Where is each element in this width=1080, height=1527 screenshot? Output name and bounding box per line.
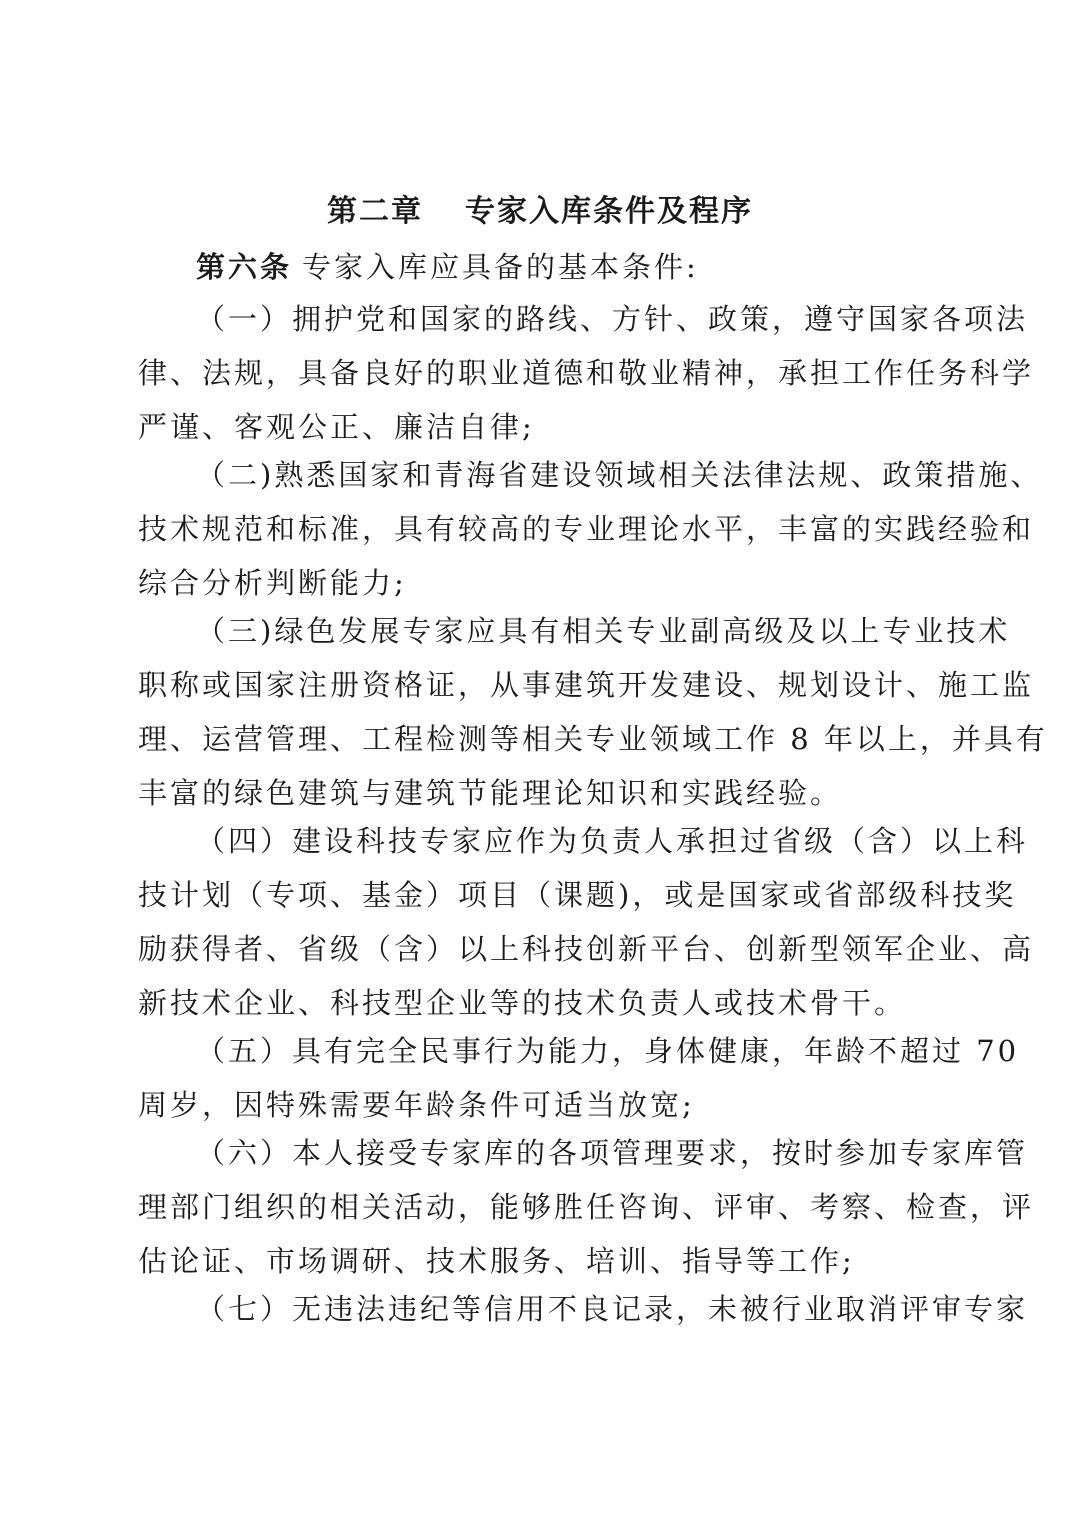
clause-line: 律、法规，具备良好的职业道德和敬业精神，承担工作任务科学 [138, 356, 1035, 390]
clause-line: 职称或国家注册资格证，从事建筑开发建设、规划设计、施工监 [138, 668, 1035, 702]
clause-line: 理、运营管理、工程检测等相关专业领域工作 8 年以上，并具有 [138, 722, 1048, 756]
clause-line: （三)绿色发展专家应具有相关专业副高级及以上专业技术 [196, 614, 1011, 648]
clause-line: 新技术企业、科技型企业等的技术负责人或技术骨干。 [138, 986, 907, 1020]
clause-line: 技术规范和标准，具有较高的专业理论水平，丰富的实践经验和 [138, 512, 1035, 546]
clause-line: （二)熟悉国家和青海省建设领域相关法律法规、政策措施、 [196, 458, 1043, 492]
chapter-number: 第二章 [327, 194, 423, 229]
clause-line: 理部门组织的相关活动，能够胜任咨询、评审、考察、检查，评 [138, 1190, 1035, 1224]
chapter-name: 专家入库条件及程序 [465, 194, 753, 229]
clause-item [138, 1282, 1029, 1336]
clause-item [138, 1126, 1035, 1288]
clause-line: 严谨、客观公正、廉洁自律; [138, 410, 535, 444]
clause-line: （五）具有完全民事行为能力，身体健康，年龄不超过 70 [196, 1034, 1020, 1068]
clause-line: 综合分析判断能力; [138, 566, 407, 600]
clause-item [138, 604, 1048, 820]
clause-line: 估论证、市场调研、技术服务、培训、指导等工作; [138, 1244, 855, 1278]
clause-line: （一）拥护党和国家的路线、方针、政策，遵守国家各项法 [196, 302, 1029, 336]
article-heading-text: 专家入库应具备的基本条件: [302, 250, 699, 284]
chapter-title [0, 190, 1080, 234]
article-heading [196, 244, 956, 290]
clause-line: 丰富的绿色建筑与建筑节能理论知识和实践经验。 [138, 776, 843, 810]
clause-item [138, 1024, 1020, 1132]
clause-item [138, 448, 1043, 610]
clause-line: 励获得者、省级（含）以上科技创新平台、创新型领军企业、高 [138, 932, 1035, 966]
clause-line: （七）无违法违纪等信用不良记录，未被行业取消评审专家 [196, 1292, 1029, 1326]
clause-item [138, 292, 1035, 454]
clause-line: 技计划（专项、基金）项目（课题)，或是国家或省部级科技奖 [138, 878, 1017, 912]
article-label: 第六条 [196, 250, 293, 284]
clause-line: 周岁，因特殊需要年龄条件可适当放宽; [138, 1088, 695, 1122]
clause-line: （四）建设科技专家应作为负责人承担过省级（含）以上科 [196, 824, 1029, 858]
clause-line: （六）本人接受专家库的各项管理要求，按时参加专家库管 [196, 1136, 1029, 1170]
clause-item [138, 814, 1035, 1030]
